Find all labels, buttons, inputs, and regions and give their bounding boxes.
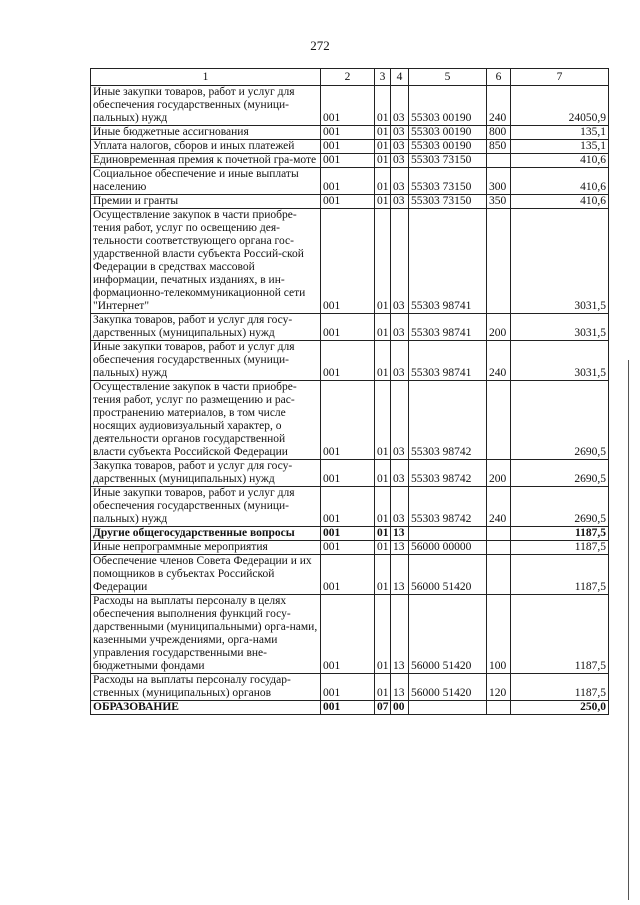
cell-pr: 03 [391, 86, 409, 126]
cell-name: ОБРАЗОВАНИЕ [91, 701, 321, 715]
cell-name: Осуществление закупок в части приобре-тения работ, услуг по размещению и рас-пространению материалов, в том числе носящих аудиовизуальный характер, о деятельности органов государственной власти субъекта Российской Федерации [91, 381, 321, 460]
cell-csr: 55303 98741 [409, 209, 487, 314]
cell-csr: 55303 98741 [409, 341, 487, 381]
cell-sum: 2690,5 [511, 381, 609, 460]
cell-rz: 01 [375, 527, 391, 541]
cell-sum: 24050,9 [511, 86, 609, 126]
cell-pr: 03 [391, 381, 409, 460]
cell-ved: 001 [321, 595, 375, 674]
cell-rz: 01 [375, 381, 391, 460]
cell-ved: 001 [321, 460, 375, 487]
cell-sum: 2690,5 [511, 487, 609, 527]
table-row [91, 487, 609, 527]
cell-name: Закупка товаров, работ и услуг для госу-дарственных (муниципальных) нужд [91, 314, 321, 341]
cell-csr: 55303 73150 [409, 168, 487, 195]
cell-rz: 01 [375, 126, 391, 140]
cell-csr: 56000 51420 [409, 555, 487, 595]
cell-sum: 1187,5 [511, 674, 609, 701]
cell-name: Расходы на выплаты персоналу в целях обеспечения выполнения функций госу-дарственными (муниципальными) орга-нами, казенными учреждениями, орга-нами управления государственными вне-бюджетными фондами [91, 595, 321, 674]
cell-ved: 001 [321, 701, 375, 715]
cell-ved: 001 [321, 527, 375, 541]
budget-table-container [90, 68, 609, 715]
cell-ved: 001 [321, 126, 375, 140]
cell-ved: 001 [321, 381, 375, 460]
table-row [91, 595, 609, 674]
cell-name: Расходы на выплаты персоналу государ-ственных (муниципальных) органов [91, 674, 321, 701]
cell-csr: 55303 73150 [409, 154, 487, 168]
cell-sum: 250,0 [511, 701, 609, 715]
cell-pr: 13 [391, 541, 409, 555]
cell-rz: 01 [375, 341, 391, 381]
cell-vr: 350 [487, 195, 511, 209]
cell-pr: 03 [391, 209, 409, 314]
cell-name: Премии и гранты [91, 195, 321, 209]
cell-name: Иные закупки товаров, работ и услуг для обеспечения государственных (муници-пальных) нужд [91, 487, 321, 527]
cell-ved: 001 [321, 195, 375, 209]
cell-vr: 240 [487, 487, 511, 527]
cell-pr: 03 [391, 126, 409, 140]
cell-sum: 410,6 [511, 195, 609, 209]
header-col-1: 1 [91, 69, 321, 86]
cell-vr: 240 [487, 86, 511, 126]
cell-rz: 01 [375, 209, 391, 314]
margin-rule [628, 360, 629, 900]
cell-ved: 001 [321, 487, 375, 527]
header-col-6: 6 [487, 69, 511, 86]
cell-pr: 13 [391, 555, 409, 595]
cell-ved: 001 [321, 314, 375, 341]
table-header-row [91, 69, 609, 86]
cell-vr [487, 209, 511, 314]
cell-rz: 01 [375, 555, 391, 595]
cell-name: Социальное обеспечение и иные выплаты населению [91, 168, 321, 195]
cell-csr: 56000 00000 [409, 541, 487, 555]
cell-csr: 55303 98742 [409, 487, 487, 527]
cell-sum: 3031,5 [511, 341, 609, 381]
cell-vr [487, 541, 511, 555]
cell-sum: 3031,5 [511, 314, 609, 341]
cell-vr: 240 [487, 341, 511, 381]
cell-sum: 1187,5 [511, 555, 609, 595]
cell-csr: 55303 73150 [409, 195, 487, 209]
cell-csr: 55303 98741 [409, 314, 487, 341]
cell-ved: 001 [321, 674, 375, 701]
cell-csr [409, 527, 487, 541]
cell-rz: 01 [375, 154, 391, 168]
cell-csr: 56000 51420 [409, 595, 487, 674]
table-row [91, 701, 609, 715]
cell-vr [487, 701, 511, 715]
cell-sum: 1187,5 [511, 541, 609, 555]
cell-ved: 001 [321, 555, 375, 595]
cell-vr [487, 527, 511, 541]
cell-ved: 001 [321, 341, 375, 381]
table-row [91, 341, 609, 381]
cell-rz: 01 [375, 595, 391, 674]
cell-csr: 55303 98742 [409, 381, 487, 460]
cell-rz: 01 [375, 541, 391, 555]
header-col-7: 7 [511, 69, 609, 86]
header-col-3: 3 [375, 69, 391, 86]
table-row [91, 86, 609, 126]
cell-name: Иные бюджетные ассигнования [91, 126, 321, 140]
table-row [91, 126, 609, 140]
cell-pr: 13 [391, 527, 409, 541]
page-number: 272 [310, 38, 330, 53]
cell-pr: 03 [391, 195, 409, 209]
cell-vr: 850 [487, 140, 511, 154]
table-row [91, 140, 609, 154]
cell-pr: 13 [391, 595, 409, 674]
cell-rz: 01 [375, 168, 391, 195]
cell-sum: 3031,5 [511, 209, 609, 314]
table-row [91, 381, 609, 460]
cell-pr: 03 [391, 314, 409, 341]
cell-csr [409, 701, 487, 715]
table-body [91, 86, 609, 715]
cell-name: Иные непрограммные мероприятия [91, 541, 321, 555]
cell-name: Осуществление закупок в части приобре-тения работ, услуг по освещению дея-тельности соответствующего органа гос-ударственной власти субъекта Россий-ской Федерации в средствах массовой информации, печатных изданиях, в ин-формационно-телекоммуникационной сети "Интернет" [91, 209, 321, 314]
cell-pr: 03 [391, 154, 409, 168]
table-row [91, 527, 609, 541]
cell-name: Единовременная премия к почетной гра-моте [91, 154, 321, 168]
cell-vr: 200 [487, 460, 511, 487]
cell-sum: 2690,5 [511, 460, 609, 487]
table-row [91, 555, 609, 595]
cell-pr: 03 [391, 487, 409, 527]
cell-csr: 55303 98742 [409, 460, 487, 487]
cell-sum: 135,1 [511, 126, 609, 140]
cell-vr: 200 [487, 314, 511, 341]
cell-vr: 100 [487, 595, 511, 674]
cell-sum: 135,1 [511, 140, 609, 154]
cell-vr [487, 555, 511, 595]
table-row [91, 154, 609, 168]
cell-rz: 01 [375, 674, 391, 701]
cell-csr: 56000 51420 [409, 674, 487, 701]
cell-vr [487, 381, 511, 460]
table-row [91, 195, 609, 209]
cell-vr: 300 [487, 168, 511, 195]
header-col-4: 4 [391, 69, 409, 86]
cell-name: Уплата налогов, сборов и иных платежей [91, 140, 321, 154]
cell-name: Иные закупки товаров, работ и услуг для обеспечения государственных (муници-пальных) нужд [91, 86, 321, 126]
header-col-2: 2 [321, 69, 375, 86]
cell-rz: 01 [375, 460, 391, 487]
cell-rz: 07 [375, 701, 391, 715]
table-row [91, 541, 609, 555]
budget-table [90, 68, 609, 715]
cell-rz: 01 [375, 86, 391, 126]
cell-rz: 01 [375, 487, 391, 527]
table-row [91, 460, 609, 487]
table-row [91, 674, 609, 701]
cell-vr: 800 [487, 126, 511, 140]
table-row [91, 314, 609, 341]
cell-rz: 01 [375, 195, 391, 209]
cell-ved: 001 [321, 86, 375, 126]
cell-name: Закупка товаров, работ и услуг для госу-дарственных (муниципальных) нужд [91, 460, 321, 487]
header-col-5: 5 [409, 69, 487, 86]
cell-name: Обеспечение членов Совета Федерации и их помощников в субъектах Российской Федерации [91, 555, 321, 595]
cell-ved: 001 [321, 209, 375, 314]
cell-rz: 01 [375, 140, 391, 154]
cell-name: Иные закупки товаров, работ и услуг для обеспечения государственных (муници-пальных) нужд [91, 341, 321, 381]
cell-csr: 55303 00190 [409, 126, 487, 140]
cell-sum: 410,6 [511, 154, 609, 168]
cell-pr: 03 [391, 140, 409, 154]
cell-rz: 01 [375, 314, 391, 341]
cell-pr: 03 [391, 341, 409, 381]
cell-sum: 1187,5 [511, 527, 609, 541]
table-row [91, 168, 609, 195]
cell-csr: 55303 00190 [409, 86, 487, 126]
cell-vr [487, 154, 511, 168]
cell-ved: 001 [321, 154, 375, 168]
cell-ved: 001 [321, 168, 375, 195]
cell-ved: 001 [321, 140, 375, 154]
cell-csr: 55303 00190 [409, 140, 487, 154]
cell-pr: 13 [391, 674, 409, 701]
cell-pr: 00 [391, 701, 409, 715]
cell-pr: 03 [391, 168, 409, 195]
cell-vr: 120 [487, 674, 511, 701]
table-row [91, 209, 609, 314]
cell-sum: 410,6 [511, 168, 609, 195]
cell-sum: 1187,5 [511, 595, 609, 674]
cell-name: Другие общегосударственные вопросы [91, 527, 321, 541]
cell-pr: 03 [391, 460, 409, 487]
cell-ved: 001 [321, 541, 375, 555]
